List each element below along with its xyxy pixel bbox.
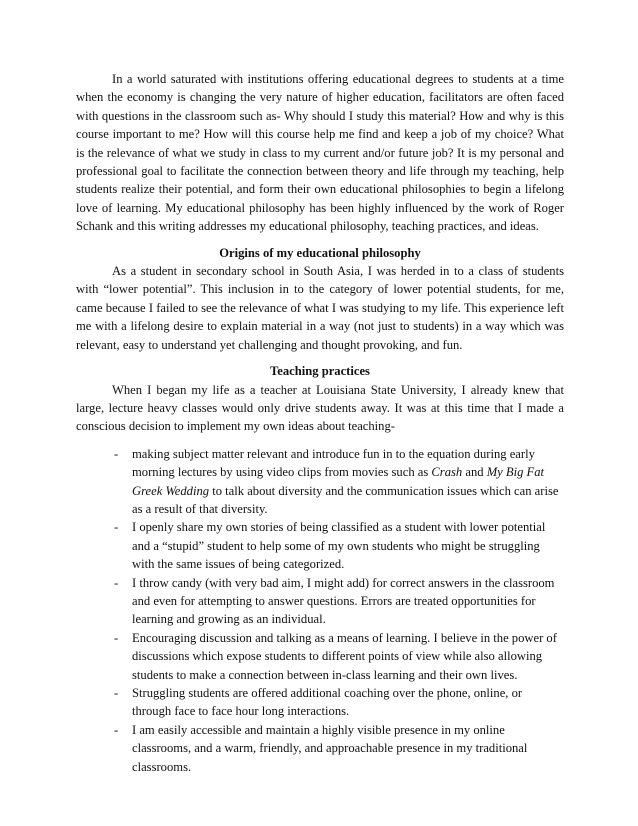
teaching-practices-list	[76, 445, 564, 776]
list-item	[76, 574, 564, 629]
movie-title-big-fat-greek-wedding: My Big Fat Greek Wedding	[132, 465, 545, 498]
list-item-text: I am easily accessible and maintain a highly visible presence in my online classrooms, and a warm, friendly, and approachable presence in my traditional classrooms.	[132, 722, 528, 774]
teaching-heading: Teaching practices	[270, 364, 370, 379]
list-item-text: I openly share my own stories of being classified as a student with lower potential and a “stupid” student to help some of my own students who might be struggling with the same issues of being categorized.	[132, 520, 546, 572]
intro-paragraph: In a world saturated with institutions offering educational degrees to students at a time when the economy is changing the very nature of higher education, facilitators are often faced with questions in the classroom such as- Why should I study this material? How and why is this course important to me? How will this course help me find and keep a job of my choice? What is the relevance of what we study in class to my current and/or future job? It is my personal and professional goal to facilitate the connection between theory and life through my teaching, help students realize their potential, and form their own educational philosophies to begin a lifelong love of learning. My educational philosophy has been highly influenced by the work of Roger Schank and this writing addresses my educational philosophy, teaching practices, and ideas.	[76, 72, 564, 234]
bullet-dash: -	[114, 630, 119, 645]
list-item	[76, 629, 564, 684]
list-item	[76, 445, 564, 519]
bullet-dash: -	[114, 446, 119, 461]
origins-paragraph: As a student in secondary school in South Asia, I was herded in to a class of students with “lower potential”. This inclusion in to the category of lower potential students, for me, came because I failed to see the relevance of what I was studying to my life. This experience left me with a lifelong desire to explain material in a way (not just to students) in a way which was relevant, easy to understand yet challenging and thought provoking, and fun.	[76, 264, 564, 352]
list-item	[76, 721, 564, 776]
list-item-text: Struggling students are offered additional coaching over the phone, online, or through face to face hour long interactions.	[132, 686, 523, 719]
list-item	[76, 684, 564, 721]
list-item-text: I throw candy (with very bad aim, I might add) for correct answers in the classroom and even for attempting to answer questions. Errors are treated opportunities for learning and growing as an individual.	[132, 575, 555, 627]
list-item-text: Encouraging discussion and talking as a means of learning. I believe in the power of discussions which expose students to different points of view while also allowing students to make a connection between in-class learning and their own lives.	[132, 630, 557, 682]
movie-title-crash: Crash	[431, 465, 463, 480]
bullet-dash: -	[114, 686, 119, 700]
list-item	[76, 518, 564, 573]
origins-heading: Origins of my educational philosophy	[219, 245, 421, 260]
list-item-text	[132, 445, 564, 519]
list-item-text-part: to talk about diversity and the communication issues which can arise as a result of that diversity.	[132, 483, 559, 516]
teaching-paragraph: When I began my life as a teacher at Louisiana State University, I already knew that large, lecture heavy classes would only drive students away. It was at this time that I made a conscious decision to implement my own ideas about teaching-	[76, 382, 564, 434]
list-item-text-part: making subject matter relevant and introduce fun in to the equation during early morning lectures by using video clips from movies such as	[132, 446, 535, 480]
bullet-dash: -	[114, 722, 119, 737]
bullet-dash: -	[114, 575, 119, 590]
document-body	[76, 70, 564, 776]
list-item-text-part: and	[462, 465, 487, 480]
bullet-dash: -	[114, 520, 119, 535]
